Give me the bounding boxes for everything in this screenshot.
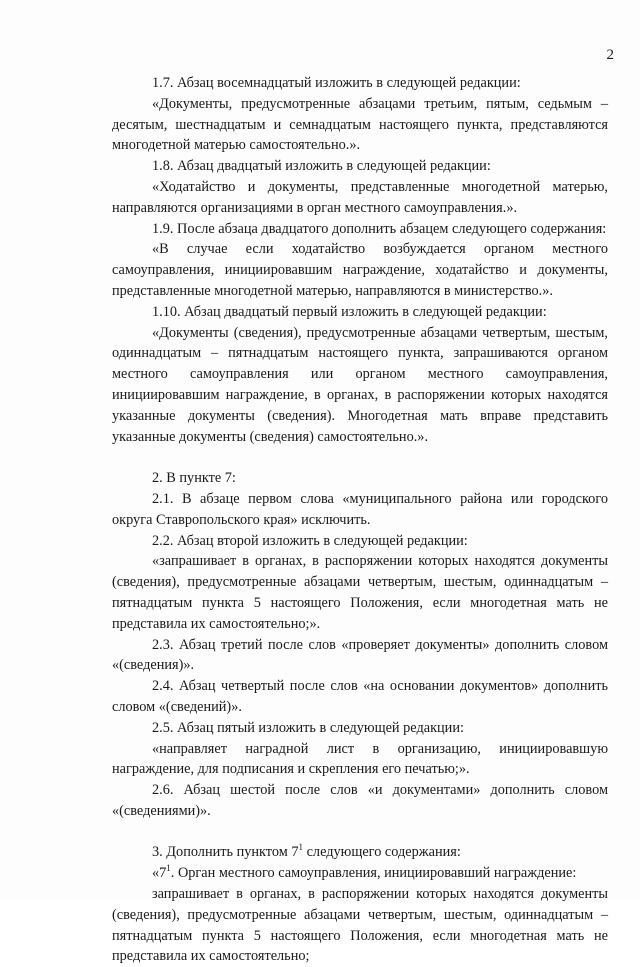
paragraph: 2.5. Абзац пятый изложить в следующей редакции: xyxy=(152,719,464,736)
paragraph: «направляет наградной лист в организацию, инициировавшую награждение, для подписания и скрепления его печатью;». xyxy=(112,740,608,778)
paragraph xyxy=(112,863,608,884)
section-heading: 2. В пункте 7: xyxy=(152,470,236,487)
document-body xyxy=(112,73,608,967)
paragraph: 1.8. Абзац двадцатый изложить в следующей редакции: xyxy=(152,158,491,175)
page-number: 2 xyxy=(606,47,614,63)
paragraph-text: . Орган местного самоуправления, инициировавший награждение: xyxy=(170,865,577,882)
paragraph: «Ходатайство и документы, представленные многодетной матерью, направляются организациями в орган местного самоуправления.». xyxy=(112,178,608,216)
paragraph: «Документы, предусмотренные абзацами третьим, пятым, седьмым – десятым, шестнадцатым и семнадцатым настоящего пункта, представляются многодетной матерью самостоятельно.». xyxy=(112,95,608,154)
paragraph: 2.2. Абзац второй изложить в следующей редакции: xyxy=(152,532,468,549)
paragraph: 2.1. В абзаце первом слова «муниципального района или городского округа Ставропольского края» исключить. xyxy=(112,490,608,528)
paragraph: 1.10. Абзац двадцатый первый изложить в следующей редакции: xyxy=(152,303,547,320)
paragraph: 1.7. Абзац восемнадцатый изложить в следующей редакции: xyxy=(152,75,521,91)
paragraph: «Документы (сведения), предусмотренные абзацами четвертым, шестым, одиннадцатым – пятнадцатым настоящего пункта, запрашиваются органом местного самоуправления или органом местного самоуправления, инициировавшим награждение, в органах, в распоряжении которых находятся указанные документы (сведения). Многодетная мать вправе представить указанные документы (сведения) самостоятельно.». xyxy=(112,324,608,445)
section-heading xyxy=(112,842,608,863)
paragraph: запрашивает в органах, в распоряжении которых находятся документы (сведения), предусмотренные абзацами четвертым, шестым, одиннадцатым – пятнадцатым пункта 5 настоящего Положения, если многодетная мать не представила их самостоятельно; xyxy=(112,886,608,965)
paragraph: 2.6. Абзац шестой после слов «и документами» дополнить словом «(сведениями)». xyxy=(112,782,608,819)
superscript: 1 xyxy=(166,863,171,874)
paragraph: 1.9. После абзаца двадцатого дополнить абзацем следующего содержания: xyxy=(152,220,607,237)
paragraph: «запрашивает в органах, в распоряжении которых находятся документы (сведения), предусмотренные абзацами четвертым, шестым, одиннадцатым – пятнадцатым пункта 5 настоящего Положения, если многодетная мать не представила их самостоятельно;». xyxy=(112,553,608,632)
paragraph-text: «7 xyxy=(152,865,167,882)
paragraph: «В случае если ходатайство возбуждается органом местного самоуправления, инициировавшим награждение, ходатайство и документы, представленные многодетной матерью, направляются в министерство.». xyxy=(112,241,608,299)
heading-text: 3. Дополнить пунктом 7 xyxy=(152,844,299,861)
paragraph: 2.4. Абзац четвертый после слов «на основании документов» дополнить словом «(сведений)». xyxy=(112,678,608,715)
heading-text: следующего содержания: xyxy=(303,844,461,861)
superscript: 1 xyxy=(298,842,304,853)
paragraph: 2.3. Абзац третий после слов «проверяет документы» дополнить словом «(сведения)». xyxy=(112,636,608,674)
